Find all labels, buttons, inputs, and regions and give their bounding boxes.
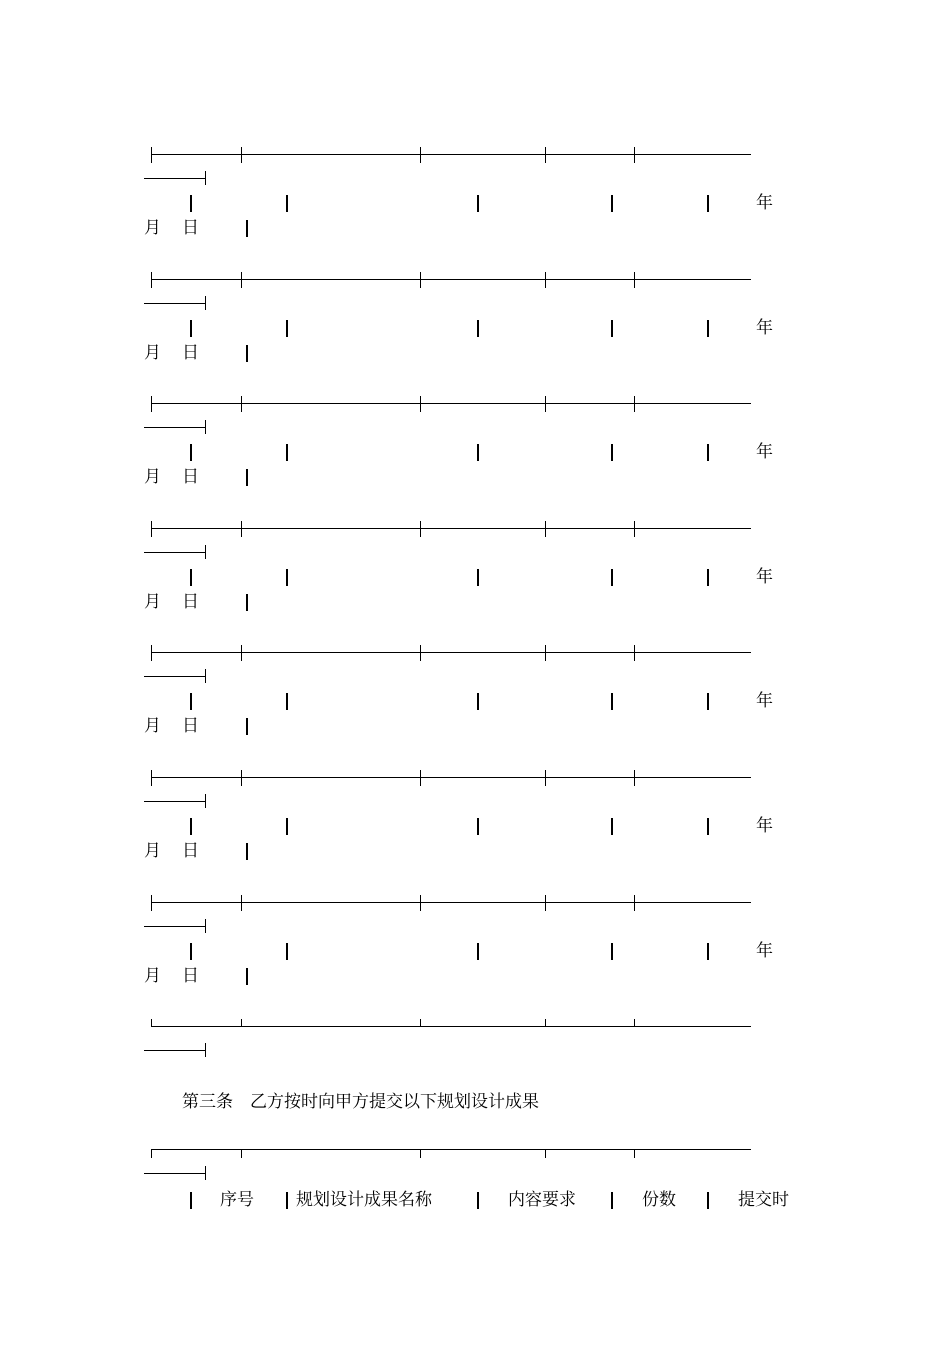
row-separator-continuation-end (205, 545, 206, 559)
row-separator-tick-2 (420, 272, 421, 288)
row-separator-tick-3 (545, 396, 546, 412)
date-year-label: 年 (756, 816, 773, 836)
row-end-divider (246, 469, 248, 486)
date-day-label: 日 (182, 841, 199, 861)
date-year-label: 年 (756, 567, 773, 587)
table2-top-tick-3 (545, 1149, 546, 1158)
table1-bottom-continuation-end (205, 1043, 206, 1057)
table1-bottom-tick-3 (545, 1019, 546, 1027)
row-separator-tick-4 (634, 147, 635, 163)
table2-top-continuation-end (205, 1166, 206, 1180)
cell-divider-4 (707, 818, 709, 835)
cell-divider-4 (707, 569, 709, 586)
row-separator-tick-1 (241, 147, 242, 163)
row-separator-tick-4 (634, 396, 635, 412)
table1-bottom-continuation (144, 1050, 206, 1051)
row-separator-continuation (144, 552, 206, 553)
date-year-label: 年 (756, 691, 773, 711)
row-separator-tick-3 (545, 645, 546, 661)
header-divider-2 (477, 1192, 479, 1209)
row-separator-tick-0 (151, 895, 152, 911)
header-divider-4 (707, 1192, 709, 1209)
row-separator-tick-2 (420, 770, 421, 786)
cell-divider-1 (286, 195, 288, 212)
row-separator-tick-0 (151, 521, 152, 537)
date-year-label: 年 (756, 442, 773, 462)
cell-divider-0 (190, 444, 192, 461)
row-separator-tick-3 (545, 895, 546, 911)
cell-divider-1 (286, 943, 288, 960)
row-separator-tick-4 (634, 895, 635, 911)
row-separator-continuation-end (205, 669, 206, 683)
row-separator-tick-4 (634, 770, 635, 786)
date-day-label: 日 (182, 716, 199, 736)
row-separator-tick-1 (241, 770, 242, 786)
row-separator-tick-2 (420, 521, 421, 537)
row-separator-tick-0 (151, 396, 152, 412)
row-separator-tick-2 (420, 895, 421, 911)
row-end-divider (246, 968, 248, 985)
row-separator-tick-1 (241, 272, 242, 288)
table1-bottom-tick-4 (634, 1019, 635, 1027)
row-end-divider (246, 718, 248, 735)
cell-divider-0 (190, 943, 192, 960)
date-day-label: 日 (182, 343, 199, 363)
date-day-label: 日 (182, 592, 199, 612)
date-day-label: 日 (182, 467, 199, 487)
cell-divider-4 (707, 320, 709, 337)
row-separator-continuation (144, 303, 206, 304)
cell-divider-3 (611, 195, 613, 212)
date-year-label: 年 (756, 318, 773, 338)
row-separator-tick-2 (420, 645, 421, 661)
cell-divider-1 (286, 320, 288, 337)
cell-divider-4 (707, 693, 709, 710)
cell-divider-3 (611, 693, 613, 710)
row-separator-tick-0 (151, 770, 152, 786)
table2-top-tick-4 (634, 1149, 635, 1158)
cell-divider-1 (286, 569, 288, 586)
header-content-requirements: 内容要求 (508, 1190, 576, 1210)
cell-divider-2 (477, 195, 479, 212)
date-day-label: 日 (182, 966, 199, 986)
cell-divider-0 (190, 320, 192, 337)
header-copies: 份数 (642, 1190, 676, 1210)
row-separator-continuation (144, 926, 206, 927)
cell-divider-2 (477, 444, 479, 461)
cell-divider-3 (611, 943, 613, 960)
cell-divider-2 (477, 320, 479, 337)
date-month-label: 月 (144, 218, 161, 238)
cell-divider-2 (477, 693, 479, 710)
row-separator-tick-4 (634, 272, 635, 288)
table1-bottom-tick-1 (241, 1019, 242, 1027)
row-separator-continuation (144, 801, 206, 802)
clause-3-heading: 第三条 乙方按时向甲方提交以下规划设计成果 (182, 1092, 539, 1112)
header-divider-0 (190, 1192, 192, 1209)
cell-divider-2 (477, 569, 479, 586)
header-submit-time: 提交时 (738, 1190, 789, 1210)
row-separator-tick-1 (241, 396, 242, 412)
date-month-label: 月 (144, 467, 161, 487)
table1-bottom-tick-0 (151, 1019, 152, 1027)
cell-divider-3 (611, 818, 613, 835)
row-separator-continuation-end (205, 420, 206, 434)
cell-divider-4 (707, 195, 709, 212)
date-month-label: 月 (144, 592, 161, 612)
header-seq: 序号 (220, 1190, 254, 1210)
date-year-label: 年 (756, 941, 773, 961)
table1-bottom-tick-2 (420, 1019, 421, 1027)
date-month-label: 月 (144, 841, 161, 861)
row-separator-continuation (144, 178, 206, 179)
cell-divider-1 (286, 693, 288, 710)
table2-top-tick-0 (151, 1149, 152, 1158)
row-end-divider (246, 843, 248, 860)
row-separator-continuation-end (205, 171, 206, 185)
cell-divider-0 (190, 818, 192, 835)
row-separator-tick-1 (241, 521, 242, 537)
row-separator-tick-1 (241, 895, 242, 911)
date-day-label: 日 (182, 218, 199, 238)
header-divider-3 (611, 1192, 613, 1209)
date-month-label: 月 (144, 343, 161, 363)
row-separator-tick-3 (545, 521, 546, 537)
cell-divider-3 (611, 569, 613, 586)
row-end-divider (246, 220, 248, 237)
cell-divider-1 (286, 818, 288, 835)
row-separator-tick-0 (151, 272, 152, 288)
cell-divider-4 (707, 943, 709, 960)
date-month-label: 月 (144, 716, 161, 736)
row-end-divider (246, 345, 248, 362)
row-separator-tick-3 (545, 272, 546, 288)
row-separator-tick-3 (545, 147, 546, 163)
date-month-label: 月 (144, 966, 161, 986)
row-separator-continuation (144, 427, 206, 428)
table2-top-tick-2 (420, 1149, 421, 1158)
row-separator-tick-3 (545, 770, 546, 786)
row-separator-tick-0 (151, 645, 152, 661)
cell-divider-2 (477, 818, 479, 835)
row-separator-continuation (144, 676, 206, 677)
table2-top-tick-1 (241, 1149, 242, 1158)
table2-top-continuation (144, 1173, 206, 1174)
cell-divider-3 (611, 444, 613, 461)
cell-divider-0 (190, 195, 192, 212)
row-separator-tick-2 (420, 147, 421, 163)
cell-divider-2 (477, 943, 479, 960)
row-separator-tick-0 (151, 147, 152, 163)
cell-divider-0 (190, 569, 192, 586)
row-separator-tick-4 (634, 521, 635, 537)
row-separator-tick-2 (420, 396, 421, 412)
header-deliverable-name: 规划设计成果名称 (296, 1190, 432, 1210)
row-separator-tick-4 (634, 645, 635, 661)
header-divider-1 (286, 1192, 288, 1209)
row-separator-continuation-end (205, 794, 206, 808)
cell-divider-4 (707, 444, 709, 461)
date-year-label: 年 (756, 193, 773, 213)
cell-divider-0 (190, 693, 192, 710)
row-separator-continuation-end (205, 296, 206, 310)
cell-divider-1 (286, 444, 288, 461)
row-separator-continuation-end (205, 919, 206, 933)
row-end-divider (246, 594, 248, 611)
cell-divider-3 (611, 320, 613, 337)
row-separator-tick-1 (241, 645, 242, 661)
